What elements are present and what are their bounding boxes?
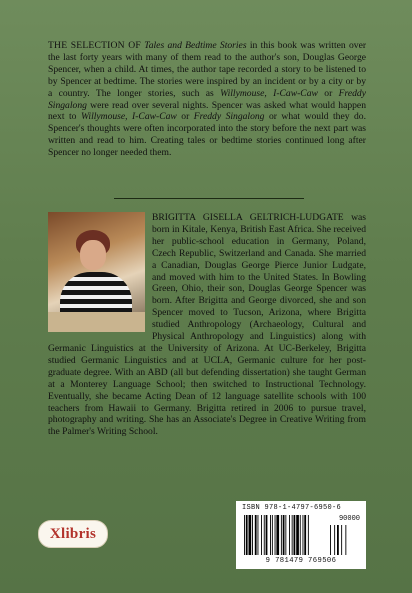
publisher-logo <box>38 520 108 548</box>
story-title-1: Willymouse, I-Caw-Caw <box>220 87 318 99</box>
publisher-logo-text: Xlibris <box>49 525 97 542</box>
story-title-4: Freddy Singalong <box>193 111 265 123</box>
author-bio <box>48 212 366 438</box>
intro-lead: THE SELECTION OF <box>48 40 141 51</box>
isbn-text: ISBN 978-1-4797-6950-6 <box>242 504 342 512</box>
section-divider <box>114 198 304 199</box>
story-title-2: Freddy Singalong <box>48 87 366 111</box>
intro-paragraph <box>48 40 366 159</box>
book-title: Tales and Bedtime Stories <box>144 40 247 51</box>
intro-text-3: were read over several nights. Spencer was asked what would happen next to <box>48 99 366 123</box>
story-title-3: Willymouse, I-Caw-Caw <box>80 111 177 123</box>
isbn-barcode <box>236 501 366 569</box>
intro-text-1: in this book was written over the last forty years with many of them read to the author's son, Douglas George Spencer, when a child. At times, the author tape recorded a story to be listened to by Spencer at bedtime. The stories were inspired by an incident or by a city or by a country. The longer stories, such as <box>48 40 367 99</box>
intro-text-2: or <box>317 87 339 99</box>
price-code: 90000 <box>338 515 360 523</box>
author-name: BRIGITTA GISELLA GELTRICH-LUDGATE <box>152 212 344 223</box>
author-bio-text: was born in Kitale, Kenya, British East Africa. She received her public-school education in Germany, Poland, Czech Republic, Switzerland and Canada. She married a Canadian, Douglas George Pierce Junior Ludgate, and moved with him to the United States. In Bowling Green, Ohio, their son, Douglas George Spencer was born. After Brigitta and George divorced, she and son Spencer moved to Tucson, Arizona, where Brigitta studied Anthropology (Archaeology, Cultural and Physical Anthropology and Linguistics) along with Germanic Linguistics at the University of Arizona. At UC-Berkeley, Brigitta studied Germanic Linguistics and at UCLA, Germanic culture for her post-graduate degree. With an ABD (all but defending dissertation) she taught German at a Monterey Language School; then switched to Instructional Technology. Eventually, she became Acting Dean of 12 language satellite schools with 100 teachers from Hawaii to Germany. Brigitta retired in 2006 to pursue travel, photography and writing. She has an Associate's Degree in Creative Writing from the Palmer's Writing School. <box>48 212 366 438</box>
intro-text-4: or <box>176 111 194 123</box>
ean-digits: 9 781479 769506 <box>265 557 337 565</box>
intro-text-5: or what would they do. Spencer's thoughts were often incorporated into the story before the next part was written and read to him. Creating tales or bedtime stories continued long after Spencer no longer needed them. <box>48 111 366 159</box>
